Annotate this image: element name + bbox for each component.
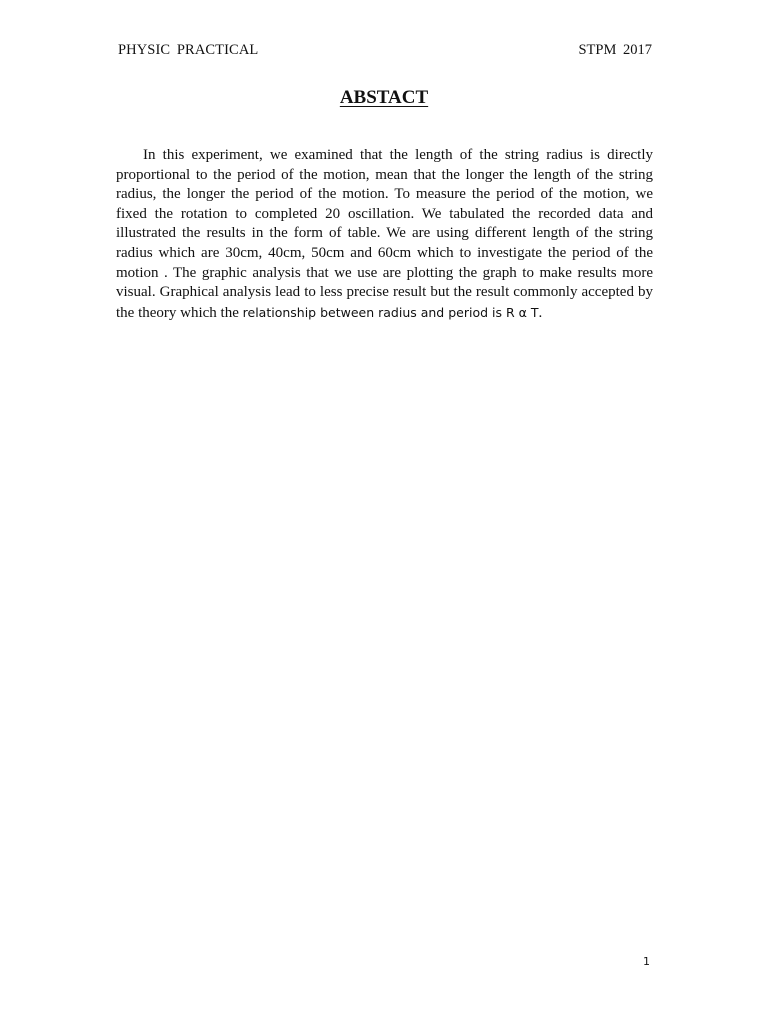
- abstract-ending: .: [538, 304, 543, 321]
- abstract-paragraph: [116, 146, 653, 323]
- title-text: ABSTACT: [339, 87, 429, 108]
- header-right: STPM 2017: [578, 42, 652, 58]
- header-left: PHYSIC PRACTICAL: [118, 42, 259, 58]
- page-number: 1: [643, 955, 650, 968]
- abstract-formula: relationship between radius and period is R α T: [242, 304, 539, 320]
- page-title: [0, 87, 768, 109]
- abstract-text: In this experiment, we examined that the length of the string radius is directly proportional to the period of the motion, mean that the longer the length of the string radius, the longer the period of the motion. To measure the period of the motion, we fixed the rotation to completed 20 oscillation. We tabulated the recorded data and illustrated the results in the form of table. We are using different length of the string radius which are 30cm, 40cm, 50cm and 60cm which to investigate the period of the motion . The graphic analysis that we use are plotting the graph to make results more visual. Graphical analysis lead to less precise result but the result commonly accepted by the theory which the: [116, 147, 653, 321]
